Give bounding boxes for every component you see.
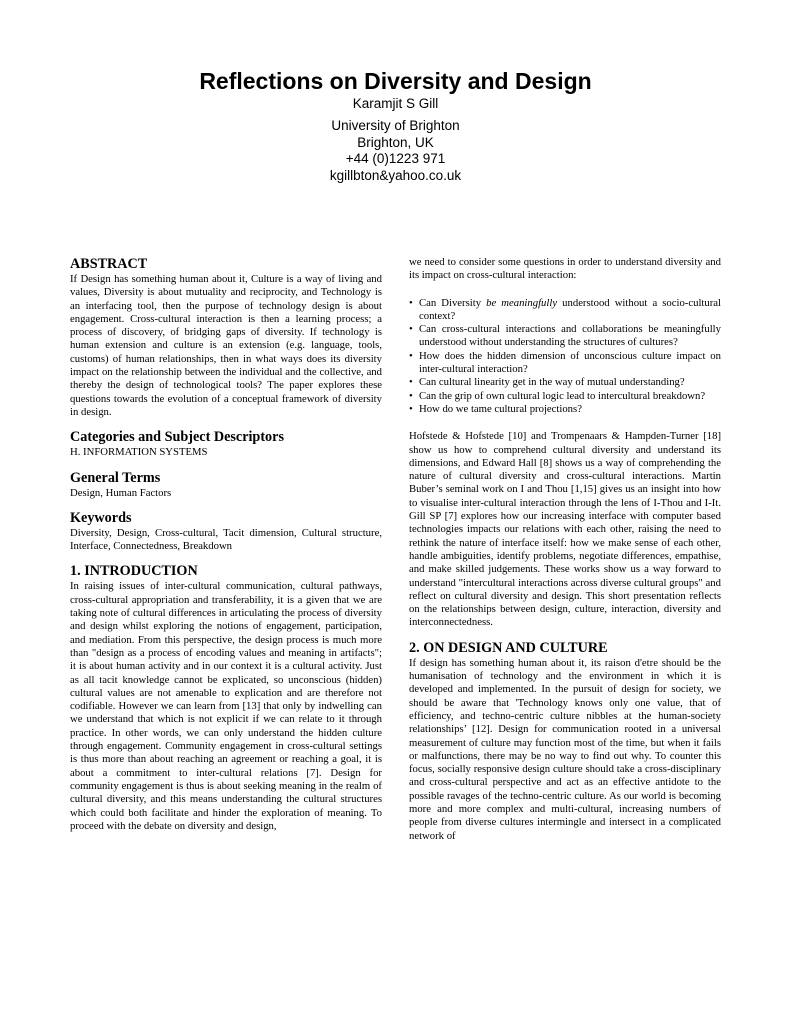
affiliation-university: University of Brighton xyxy=(331,118,460,133)
keywords-text: Diversity, Design, Cross-cultural, Tacit dimension, Cultural structure, Interface, Connectedness, Breakdown xyxy=(70,526,382,553)
introduction-heading: 1. INTRODUCTION xyxy=(70,563,198,580)
bullet-icon: • xyxy=(409,402,413,415)
bullet-icon: • xyxy=(409,349,413,362)
affiliation-phone: +44 (0)1223 971 xyxy=(345,151,446,166)
affiliation-location: Brighton, UK xyxy=(357,134,434,150)
bullet-icon: • xyxy=(409,296,413,309)
abstract-text: If Design has something human about it, Culture is a way of living and values, Diversity is about mutuality and reciprocity, and Technology is an interfacing tool, then the purpose of technology design is about engagement. Cross-cultural interaction is then a learning process; a process of discovery, of bridging gaps of diversity. If technology is human extension and culture is an extension (e.g. language, tools, customs) of human relationships, then in what ways does its diversity impact on the relationship between the individual and the collective, and thereby the design of technological tools? The paper explores these questions towards the evolution of a conceptual framework of diversity in design. xyxy=(70,273,382,418)
list-item: • How do we tame cultural projections? xyxy=(409,402,582,415)
emphasis-text: be meaningfully xyxy=(486,296,558,309)
abstract-heading: ABSTRACT xyxy=(70,256,148,272)
related-work-text: Hofstede & Hofstede [10] and Trompenaars & Hampden-Turner [18] show us how to comprehend cultural diversity and understand its dimensions, and Edward Hall [8] shows us a way of comprehending the nature of cultural diversity and cross-cultural interactions. Martin Buber’s seminal work on I and Thou [1,15] gives us an insight into how to visualise inter-cultural interaction through the lens of I-Thou and I-It. Gill SP [7] explores how our increasing interface with computer based technologies impacts our relations with each other, raising the need to rethink the nature of interface itself: how we make sense of each other, handle ambiguities, identify problems, negotiate differences, empathise, and make skilled judgements. These works show us a way forward to understand "intercultural interactions across diverse cultural groups" and reflect on cultural diversity and design. This short presentation reflects on the relationships between design, culture, interaction, diversity and interconnectedness. xyxy=(409,430,721,629)
right-column xyxy=(409,256,721,843)
introduction-text: In raising issues of inter-cultural communication, cultural pathways, cross-cultural appropriation and transferability, it is a given that we are taking note of cultural differences in articulating the process of diversity and design whilst exploring the notions of engagement, participation, and mediation. From this perspective, the design process is much more than "design as a process of encoding values and meaning in artifacts"; it is about human activity and in our context it is a cultural activity. Just as all tacit knowledge cannot be explicated, so unconscious (hidden) cultural values are not amenable to explication and are therefore not codifiable. However we can learn from [13] that only by indwelling can we understand that which is not explicit if we can relate to it through practice. In other words, we can only understand the hidden culture through engagement. Community engagement in cross-cultural settings is thus more than about reaching an agreement or reaching a goal, it is about a commitment to inter-cultural relations [7]. Design for community engagement is thus is about seeking meaning in the realm of cultural diversity, and this means understanding the cultural structures which could both facilitate and hinder the exploration of meaning. To proceed with the debate on diversity and design, xyxy=(70,580,382,832)
keywords-heading: Keywords xyxy=(70,509,132,526)
list-item: • Can Diversity be meaningfully understood without a socio-cultural context? xyxy=(409,296,722,322)
continuation-text: we need to consider some questions in order to understand diversity and its impact on cross-cultural interaction: xyxy=(409,256,721,282)
bullet-icon: • xyxy=(409,389,413,402)
bullet-icon: • xyxy=(409,323,413,336)
general-terms-heading: General Terms xyxy=(70,469,161,486)
list-item: • Can the grip of own cultural logic lead to intercultural breakdown? xyxy=(409,389,706,402)
affiliation-block xyxy=(0,118,791,184)
bullet-icon: • xyxy=(409,376,413,389)
author-name: Karamjit S Gill xyxy=(352,96,439,111)
paper-title: Reflections on Diversity and Design xyxy=(199,68,592,94)
affiliation-email: kgillbton&yahoo.co.uk xyxy=(329,167,462,183)
section2-heading: 2. ON DESIGN AND CULTURE xyxy=(409,639,608,656)
title-block xyxy=(0,68,791,184)
list-item: • Can cultural linearity get in the way of mutual understanding? xyxy=(409,376,685,389)
categories-text: H. INFORMATION SYSTEMS xyxy=(70,446,208,459)
list-item: • How does the hidden dimension of unconscious culture impact on inter-cultural interaction? xyxy=(409,349,721,376)
categories-heading: Categories and Subject Descriptors xyxy=(70,429,284,446)
left-column xyxy=(70,256,382,833)
section2-text: If design has something human about it, its raison d'etre should be the humanisation of technology and the environment in which it is developed and implemented. In the pursuit of design for society, we should be aware that 'Technology knows only one value, that of efficiency, and techno-centric culture nibbles at the human-society relationships’ [12]. Design for communication rooted in a universal measurement of culture may function most of the time, but when it fails or malfunctions, there may be no way to find out why. To counter this focus, socially responsive design culture should take a cross-disciplinary and cross-cultural perspective and act as an effective antidote to the possible ravages of the techno-centric culture. As our world is becoming more and more complex and multi-cultural, increasing numbers of people from diverse cultures intermingle and intersect in a complicated network of xyxy=(409,656,721,842)
question-list xyxy=(409,297,721,417)
list-item: • Can cross-cultural interactions and collaborations be meaningfully understood without understanding the structures of cultures? xyxy=(409,323,721,349)
general-terms-text: Design, Human Factors xyxy=(70,486,172,499)
